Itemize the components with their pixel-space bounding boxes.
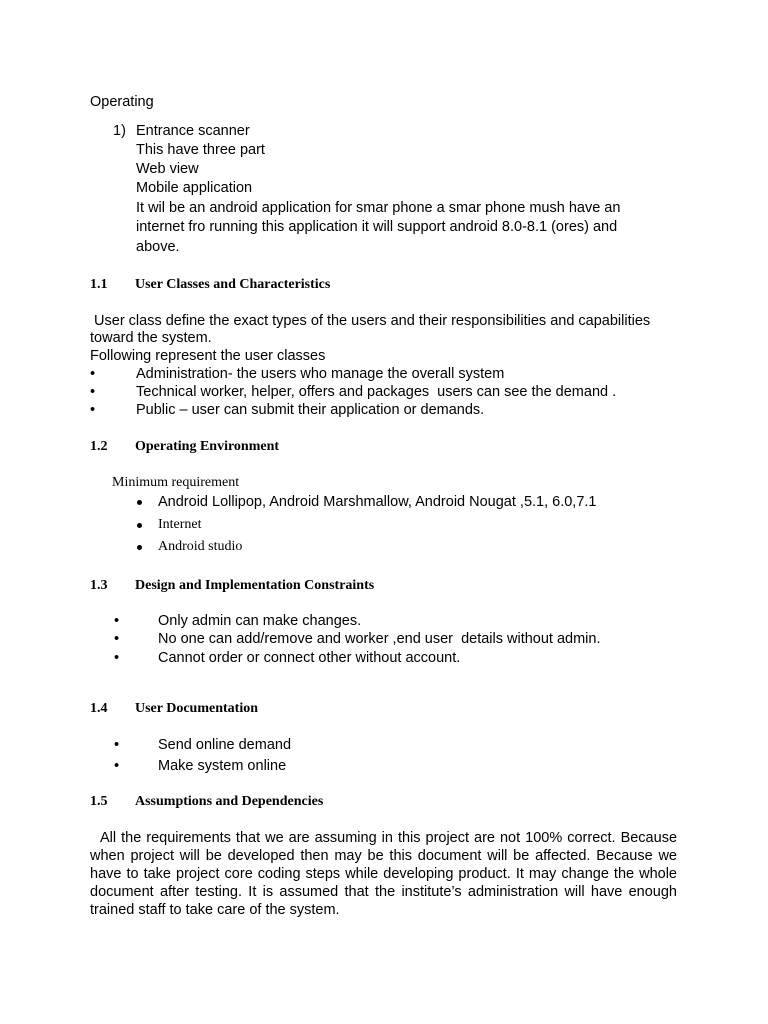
paragraph-line: Following represent the user classes [90, 348, 326, 364]
bullet-marker: • [114, 737, 120, 753]
section-number: 1.2 [90, 439, 108, 454]
bullet-item: Internet [158, 517, 202, 532]
bullet-marker: • [90, 384, 96, 400]
bullet-item: Android studio [158, 539, 243, 554]
bullet-item: Only admin can make changes. [158, 613, 362, 629]
section-title: User Classes and Characteristics [135, 277, 331, 292]
section-number: 1.4 [90, 701, 108, 716]
bullet-marker: • [90, 402, 96, 418]
section-number: 1.1 [90, 277, 108, 292]
bullet-item: Cannot order or connect other without account. [158, 650, 461, 666]
intro-heading: Operating [90, 94, 154, 110]
list-line: It wil be an android application for smar phone a smar phone mush have an [136, 200, 621, 216]
bullet-item: Make system online [158, 758, 287, 774]
assumptions-paragraph: All the requirements that we are assuming in this project are not 100% correct. Because when project will be developed then may be this document will be affected. Because we have to take project core coding steps while developing product. It may change the whole document after testing. It is assumed that the institute’s administration will have enough trained staff to take care of the system. [90, 830, 682, 918]
list-line: Mobile application [136, 180, 253, 196]
bullet-marker: • [90, 366, 96, 382]
bullet-item: Send online demand [158, 737, 292, 753]
list-line: internet fro running this application it will support android 8.0-8.1 (ores) and [136, 219, 618, 235]
bullet-item: No one can add/remove and worker ,end user details without admin. [158, 631, 601, 647]
paragraph-line: User class define the exact types of the users and their responsibilities and capabilities [90, 313, 651, 329]
paragraph-line: toward the system. [90, 330, 212, 346]
section-number: 1.5 [90, 794, 108, 809]
list-line: above. [136, 239, 180, 255]
bullet-marker: • [114, 650, 120, 666]
bullet-item: Technical worker, helper, offers and packages users can see the demand . [136, 384, 617, 400]
subheading: Minimum requirement [112, 475, 240, 490]
list-line: This have three part [136, 142, 265, 158]
list-line: Web view [136, 161, 199, 177]
bullet-item: Public – user can submit their application or demands. [136, 402, 485, 418]
section-title: Assumptions and Dependencies [135, 794, 324, 809]
bullet-marker: • [114, 613, 120, 629]
bullet-dot [137, 523, 142, 528]
bullet-dot [137, 500, 142, 505]
section-title: Operating Environment [135, 439, 280, 454]
bullet-dot [137, 545, 142, 550]
bullet-marker: • [114, 758, 120, 774]
section-number: 1.3 [90, 578, 108, 593]
list-line: Entrance scanner [136, 123, 250, 139]
section-title: User Documentation [135, 701, 259, 716]
bullet-item: Android Lollipop, Android Marshmallow, Android Nougat ,5.1, 6.0,7.1 [158, 494, 597, 510]
bullet-item: Administration- the users who manage the overall system [136, 366, 505, 382]
section-title: Design and Implementation Constraints [135, 578, 375, 593]
bullet-marker: • [114, 631, 120, 647]
list-number: 1) [113, 123, 126, 139]
